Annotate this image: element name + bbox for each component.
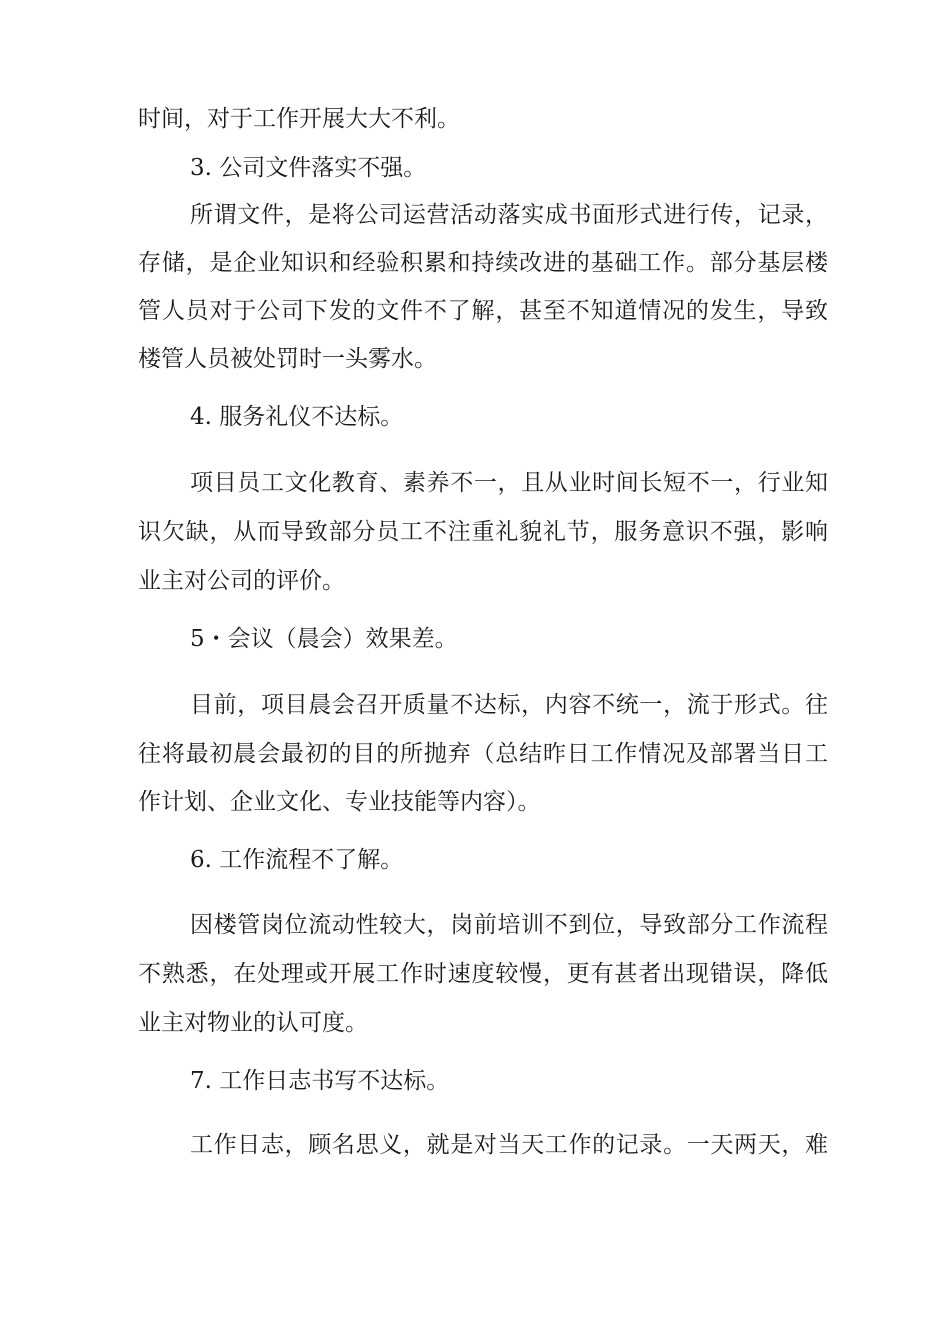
section-heading: 4. 服务礼仪不达标。 [190, 404, 404, 430]
paragraph-line: 作计划、企业文化、专业技能等内容）。 [138, 789, 541, 815]
paragraph-line: 时间，对于工作开展大大不利。 [138, 106, 460, 132]
paragraph-line: 所谓文件，是将公司运营活动落实成书面形式进行传，记录， [190, 202, 828, 228]
paragraph-line: 楼管人员被处罚时一头雾水。 [138, 346, 437, 372]
paragraph-line: 识欠缺，从而导致部分员工不注重礼貌礼节，服务意识不强，影响 [138, 519, 828, 545]
section-heading: 5・会议（晨会）效果差。 [190, 626, 458, 652]
section-heading: 6. 工作流程不了解。 [190, 847, 404, 873]
section-heading: 7. 工作日志书写不达标。 [190, 1068, 450, 1094]
paragraph-line: 存储，是企业知识和经验积累和持续改进的基础工作。部分基层楼 [138, 250, 828, 276]
paragraph-line: 业主对物业的认可度。 [138, 1010, 368, 1036]
paragraph-line: 目前，项目晨会召开质量不达标，内容不统一，流于形式。往 [190, 692, 828, 718]
paragraph-line: 不熟悉，在处理或开展工作时速度较慢，更有甚者出现错误，降低 [138, 961, 828, 987]
paragraph-line: 管人员对于公司下发的文件不了解，甚至不知道情况的发生，导致 [138, 298, 828, 324]
paragraph-line: 因楼管岗位流动性较大，岗前培训不到位，导致部分工作流程 [190, 912, 828, 938]
paragraph-line: 往将最初晨会最初的目的所抛弃（总结昨日工作情况及部署当日工 [138, 741, 828, 767]
section-heading: 3. 公司文件落实不强。 [190, 155, 427, 181]
paragraph-line: 项目员工文化教育、素养不一，且从业时间长短不一，行业知 [190, 470, 828, 496]
paragraph-line: 业主对公司的评价。 [138, 568, 345, 594]
paragraph-line: 工作日志，顾名思义，就是对当天工作的记录。一天两天，难 [190, 1132, 828, 1158]
